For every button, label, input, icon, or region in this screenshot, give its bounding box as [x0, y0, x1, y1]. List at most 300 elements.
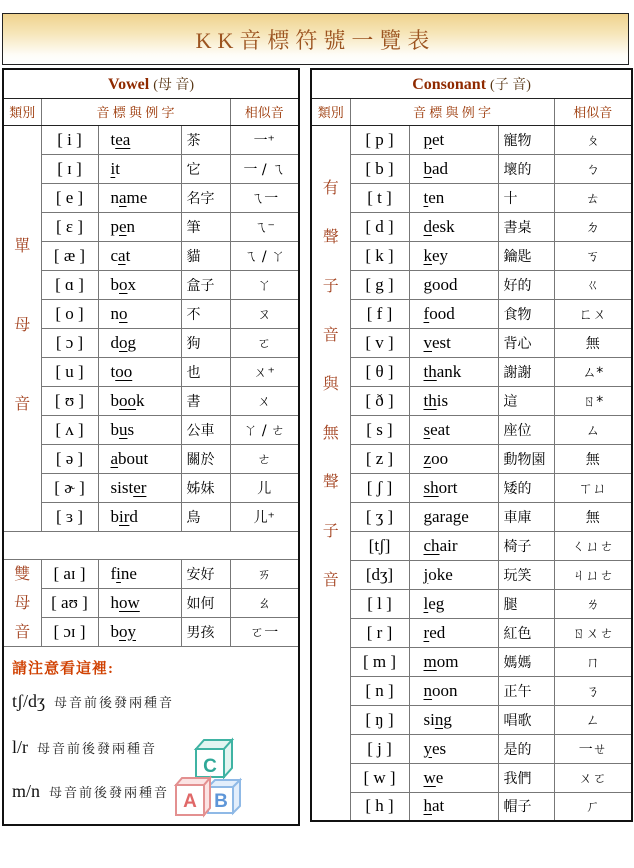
example-word	[409, 357, 498, 386]
word-part: oo	[431, 448, 449, 468]
underlined-letters: o	[119, 303, 128, 323]
phonetic-symbol: [tʃ]	[350, 531, 409, 560]
consonant-section-header	[311, 69, 632, 98]
table-row	[3, 386, 299, 415]
underlined-letters: v	[423, 332, 433, 352]
chinese-meaning: 姊妹	[181, 473, 230, 502]
underlined-letters: f	[423, 303, 430, 323]
table-row	[3, 270, 299, 299]
similar-sound: ㄛ	[230, 328, 299, 357]
underlined-letters: ir	[119, 506, 130, 526]
table-row	[311, 212, 632, 241]
chinese-meaning: 謝謝	[498, 357, 554, 386]
table-row	[311, 270, 632, 299]
phonetic-symbol: [ o ]	[41, 299, 98, 328]
word-part: b	[110, 621, 119, 641]
word-part: ne	[120, 563, 137, 583]
phonetic-symbol: [ f ]	[350, 299, 409, 328]
chinese-meaning: 帽子	[498, 792, 554, 821]
example-word	[409, 560, 498, 589]
phonetic-symbol: [ θ ]	[350, 357, 409, 386]
category-char: 音	[322, 571, 339, 589]
word-part: es	[432, 738, 447, 758]
similar-sound: ㄈㄨ	[554, 299, 632, 328]
table-row	[311, 125, 632, 154]
example-word	[409, 415, 498, 444]
similar-sound: ㄏ	[554, 792, 632, 821]
similar-sound: ㄊ	[554, 183, 632, 212]
table-row	[311, 792, 632, 821]
chinese-meaning: 如何	[181, 588, 230, 617]
chinese-meaning: 書	[181, 386, 230, 415]
word-part: is	[436, 390, 449, 410]
phonetic-symbol: [ n ]	[350, 676, 409, 705]
word-part: si	[423, 709, 435, 729]
table-row	[3, 502, 299, 531]
consonant-title-zh: (子 音)	[490, 77, 531, 93]
similar-sound: ㄥ	[554, 705, 632, 734]
word-part: x	[127, 274, 136, 294]
example-word	[98, 588, 181, 617]
underlined-letters: n	[423, 680, 433, 700]
word-part: ood	[432, 274, 458, 294]
table-row	[311, 328, 632, 357]
similar-sound: ㄚ / ㄜ	[230, 415, 299, 444]
example-word	[409, 705, 498, 734]
underlined-letters: y	[423, 738, 433, 758]
chinese-meaning: 筆	[181, 212, 230, 241]
underlined-letters: ng	[434, 709, 452, 729]
word-part: gara	[423, 506, 453, 526]
phonetic-symbol: [ r ]	[350, 618, 409, 647]
underlined-letters: g	[423, 274, 433, 294]
phonetic-symbol: [ e ]	[41, 183, 98, 212]
chinese-meaning: 貓	[181, 241, 230, 270]
similar-sound: ㄉ	[554, 212, 632, 241]
category-char: 與	[322, 375, 339, 393]
word-part: h	[110, 592, 119, 612]
consonant-header-cell	[311, 69, 632, 98]
note-line	[12, 691, 297, 712]
chinese-meaning: 食物	[498, 299, 554, 328]
table-row	[311, 763, 632, 792]
phonetic-symbol: [ ʌ ]	[41, 415, 98, 444]
chinese-meaning: 寵物	[498, 125, 554, 154]
phonetic-symbol: [ l ]	[350, 589, 409, 618]
table-row	[311, 444, 632, 473]
chinese-meaning: 鑰匙	[498, 241, 554, 270]
category-char: 音	[322, 326, 339, 344]
diphthong-rows	[3, 559, 299, 646]
table-row	[311, 357, 632, 386]
example-word	[98, 154, 181, 183]
example-word	[98, 502, 181, 531]
word-part: ort	[438, 477, 458, 497]
underlined-letters: e	[119, 216, 127, 236]
underlined-letters: g	[452, 506, 462, 526]
example-word	[409, 647, 498, 676]
underlined-letters: r	[423, 622, 430, 642]
chinese-meaning: 關於	[181, 444, 230, 473]
table-row	[311, 299, 632, 328]
underlined-letters: oo	[115, 361, 133, 381]
similar-sound: 一 / ㄟ	[230, 154, 299, 183]
phonetic-symbol: [ u ]	[41, 357, 98, 386]
example-word	[98, 559, 181, 588]
similar-sound: ㄖ*	[554, 386, 632, 415]
table-row	[311, 705, 632, 734]
table-row	[311, 473, 632, 502]
underlined-letters: i	[116, 563, 121, 583]
similar-sound: ㄜ	[230, 444, 299, 473]
underlined-letters: o	[119, 274, 128, 294]
similar-sound: 一⁺	[230, 125, 299, 154]
chinese-meaning: 是的	[498, 734, 554, 763]
underlined-letters: m	[423, 651, 437, 671]
similar-column-header: 相似音	[230, 98, 299, 125]
underlined-letters: oy	[119, 621, 136, 641]
underlined-letters: i	[110, 158, 116, 178]
phonetic-symbol: [ ɚ ]	[41, 473, 98, 502]
block-letter-c: C	[203, 756, 217, 777]
example-word	[409, 734, 498, 763]
underlined-letters: l	[423, 593, 429, 613]
word-part: esk	[432, 216, 455, 236]
word-part: sist	[110, 477, 134, 497]
example-word	[409, 125, 498, 154]
note-symbols: tʃ/dʒ	[12, 690, 45, 711]
symbols-column-header: 音 標 與 例 字	[41, 98, 230, 125]
underlined-letters: ea	[115, 129, 131, 149]
note-text: 母音前後發兩種音	[49, 784, 170, 800]
similar-sound: ㄑㄩㄜ	[554, 531, 632, 560]
word-part: ood	[429, 303, 455, 323]
similar-sound: ㄨ⁺	[230, 357, 299, 386]
table-row	[311, 589, 632, 618]
note-line	[12, 781, 297, 802]
underlined-letters: th	[423, 390, 437, 410]
category-cell	[311, 125, 350, 821]
similar-sound: 無	[554, 502, 632, 531]
word-part: c	[110, 245, 119, 265]
phonetic-symbol: [ z ]	[350, 444, 409, 473]
example-word	[409, 212, 498, 241]
similar-sound: ㄡ	[230, 299, 299, 328]
underlined-letters: w	[423, 767, 436, 787]
word-part: t	[115, 158, 120, 178]
table-row	[311, 647, 632, 676]
word-part: om	[436, 651, 459, 671]
word-part: est	[432, 332, 451, 352]
example-word	[409, 154, 498, 183]
word-part: f	[110, 563, 117, 583]
example-word	[98, 444, 181, 473]
underlined-letters: j	[423, 564, 429, 584]
similar-sound: ㄙ*	[554, 357, 632, 386]
word-part: ank	[436, 361, 462, 381]
vowel-column-header	[3, 98, 299, 125]
chinese-meaning: 玩笑	[498, 560, 554, 589]
word-part: b	[110, 390, 119, 410]
underlined-letters: s	[423, 419, 431, 439]
chinese-meaning: 狗	[181, 328, 230, 357]
phonetic-symbol: [dʒ]	[350, 560, 409, 589]
underlined-letters: h	[423, 796, 433, 816]
phonetic-symbol: [ ʊ ]	[41, 386, 98, 415]
title-bar	[2, 13, 629, 65]
category-column-header: 類別	[311, 98, 350, 125]
word-part: air	[439, 535, 458, 555]
category-char: 母	[14, 316, 31, 334]
phonetic-symbol: [ aʊ ]	[41, 588, 98, 617]
category-char: 雙	[14, 565, 31, 583]
chinese-meaning: 唱歌	[498, 705, 554, 734]
example-word	[98, 183, 181, 212]
chinese-meaning: 名字	[181, 183, 230, 212]
word-part: ey	[432, 245, 449, 265]
table-row	[3, 212, 299, 241]
phonetic-symbol: [ ŋ ]	[350, 705, 409, 734]
similar-sound: ㄙ	[554, 415, 632, 444]
example-word	[98, 212, 181, 241]
similar-sound: ㄎ	[554, 241, 632, 270]
category-column-header: 類別	[3, 98, 41, 125]
phonetic-symbol: [ j ]	[350, 734, 409, 763]
example-word	[98, 299, 181, 328]
note-line	[12, 737, 297, 758]
example-word	[409, 618, 498, 647]
chinese-meaning: 壞的	[498, 154, 554, 183]
category-char: 聲	[322, 473, 339, 491]
vowel-section-header	[3, 69, 299, 98]
example-word	[409, 531, 498, 560]
table-row	[311, 531, 632, 560]
example-word	[409, 444, 498, 473]
word-part: at	[432, 796, 445, 816]
word-part: ad	[432, 158, 449, 178]
example-word	[409, 299, 498, 328]
example-word	[98, 473, 181, 502]
category-cell	[3, 125, 41, 531]
phonetic-symbol: [ i ]	[41, 125, 98, 154]
table-row	[3, 559, 299, 588]
phonetic-symbol: [ p ]	[350, 125, 409, 154]
word-part: eat	[430, 419, 450, 439]
category-char: 母	[14, 594, 31, 612]
word-part: e	[435, 767, 444, 787]
table-row	[3, 588, 299, 617]
example-word	[98, 415, 181, 444]
word-part: me	[126, 187, 148, 207]
similar-sound: ㄍ	[554, 270, 632, 299]
underlined-letters: a	[110, 448, 119, 468]
word-part: oon	[432, 680, 458, 700]
monophthong-rows	[3, 125, 299, 531]
chinese-meaning: 座位	[498, 415, 554, 444]
example-word	[98, 617, 181, 646]
chinese-meaning: 椅子	[498, 531, 554, 560]
table-row	[311, 618, 632, 647]
similar-sound: ㄨ	[230, 386, 299, 415]
chinese-meaning: 安好	[181, 559, 230, 588]
word-part: k	[136, 390, 145, 410]
similar-sound: ㄛ一	[230, 617, 299, 646]
example-word	[98, 328, 181, 357]
word-part: e	[461, 506, 469, 526]
phonetic-symbol: [ d ]	[350, 212, 409, 241]
symbols-column-header: 音 標 與 例 字	[350, 98, 554, 125]
similar-sound: ㄞ	[230, 559, 299, 588]
table-row	[3, 328, 299, 357]
similar-sound: 無	[554, 444, 632, 473]
phonetic-symbol: [ ɪ ]	[41, 154, 98, 183]
note-symbols: m/n	[12, 780, 41, 801]
word-part: n	[110, 187, 119, 207]
table-row	[311, 386, 632, 415]
example-word	[98, 241, 181, 270]
example-word	[409, 241, 498, 270]
word-part: et	[432, 129, 445, 149]
phonetic-symbol: [ v ]	[350, 328, 409, 357]
example-word	[409, 270, 498, 299]
word-part: b	[110, 274, 119, 294]
block-letter-b: B	[214, 791, 228, 812]
example-word	[409, 328, 498, 357]
table-row	[3, 125, 299, 154]
table-row	[311, 502, 632, 531]
chinese-meaning: 不	[181, 299, 230, 328]
similar-sound: ㄟ⁻	[230, 212, 299, 241]
word-part: t	[110, 361, 116, 381]
table-row	[311, 560, 632, 589]
chinese-meaning: 動物園	[498, 444, 554, 473]
table-row	[3, 473, 299, 502]
underlined-letters: o	[119, 332, 128, 352]
example-word	[98, 386, 181, 415]
chinese-meaning: 矮的	[498, 473, 554, 502]
chinese-meaning: 盒子	[181, 270, 230, 299]
phonetic-symbol: [ ʒ ]	[350, 502, 409, 531]
similar-sound: ㄠ	[230, 588, 299, 617]
table-row	[3, 357, 299, 386]
category-char: 音	[14, 395, 31, 413]
consonant-rows	[311, 125, 632, 821]
similar-sound: ㄋ	[554, 676, 632, 705]
phonetic-symbol: [ ð ]	[350, 386, 409, 415]
example-word	[98, 357, 181, 386]
consonant-table	[310, 68, 633, 822]
word-part: eg	[428, 593, 445, 613]
phonetic-symbol: [ h ]	[350, 792, 409, 821]
underlined-letters: d	[423, 216, 433, 236]
similar-sound: 儿	[230, 473, 299, 502]
similar-sound: 無	[554, 328, 632, 357]
underlined-letters: t	[423, 187, 429, 207]
example-word	[409, 473, 498, 502]
phonetic-symbol: [ ɔ ]	[41, 328, 98, 357]
example-word	[409, 792, 498, 821]
category-char: 音	[14, 623, 31, 641]
similar-sound: ㄅ	[554, 154, 632, 183]
underlined-letters: ch	[423, 535, 440, 555]
word-part: b	[110, 419, 119, 439]
chinese-meaning: 茶	[181, 125, 230, 154]
word-part: t	[110, 129, 116, 149]
chinese-meaning: 腿	[498, 589, 554, 618]
category-char: 聲	[322, 228, 339, 246]
underlined-letters: z	[423, 448, 432, 468]
table-row	[3, 617, 299, 646]
phonetic-symbol: [ m ]	[350, 647, 409, 676]
spacer-row	[3, 531, 299, 559]
example-word	[409, 763, 498, 792]
similar-sound: ㄚ	[230, 270, 299, 299]
underlined-letters: oo	[119, 390, 136, 410]
phonetic-symbol: [ t ]	[350, 183, 409, 212]
word-part: n	[126, 216, 136, 236]
example-word	[409, 502, 498, 531]
phonetic-symbol: [ ə ]	[41, 444, 98, 473]
underlined-letters: b	[423, 158, 433, 178]
table-row	[311, 183, 632, 212]
phonetic-symbol: [ g ]	[350, 270, 409, 299]
category-char: 無	[322, 424, 339, 442]
example-word	[409, 676, 498, 705]
note-symbols: l/r	[12, 736, 28, 757]
similar-sound: ㄐㄩㄜ	[554, 560, 632, 589]
chart-body	[2, 68, 634, 826]
similar-column-header: 相似音	[554, 98, 632, 125]
similar-sound: 一ㄝ	[554, 734, 632, 763]
category-cell	[3, 559, 41, 646]
category-char: 子	[322, 522, 339, 540]
word-part: d	[129, 506, 138, 526]
chinese-meaning: 男孩	[181, 617, 230, 646]
similar-sound: ㄌ	[554, 589, 632, 618]
chinese-meaning: 好的	[498, 270, 554, 299]
table-row	[311, 676, 632, 705]
table-row	[3, 183, 299, 212]
phonetic-symbol: [ k ]	[350, 241, 409, 270]
block-letter-a: A	[183, 791, 197, 812]
chinese-meaning: 背心	[498, 328, 554, 357]
underlined-letters: sh	[423, 477, 439, 497]
word-part: n	[110, 303, 119, 323]
word-part: t	[125, 245, 131, 265]
notes-heading: 請注意看這裡:	[12, 660, 114, 677]
phonetic-symbol: [ w ]	[350, 763, 409, 792]
phonetic-symbol: [ ɔɪ ]	[41, 617, 98, 646]
chinese-meaning: 車庫	[498, 502, 554, 531]
underlined-letters: k	[423, 245, 433, 265]
page-title: KK音標符號一覽表	[195, 27, 436, 53]
phonetic-symbol: [ æ ]	[41, 241, 98, 270]
category-char: 單	[14, 237, 31, 255]
table-row	[311, 241, 632, 270]
chinese-meaning: 書桌	[498, 212, 554, 241]
table-row	[3, 154, 299, 183]
chinese-meaning: 我們	[498, 763, 554, 792]
category-char: 有	[322, 179, 339, 197]
notes-cell	[3, 646, 299, 825]
word-part: en	[428, 187, 445, 207]
spacer-cell	[3, 531, 299, 559]
abc-blocks-image	[168, 735, 242, 821]
similar-sound: ㄟ一	[230, 183, 299, 212]
example-word	[98, 125, 181, 154]
table-row	[311, 154, 632, 183]
word-part: b	[110, 506, 119, 526]
